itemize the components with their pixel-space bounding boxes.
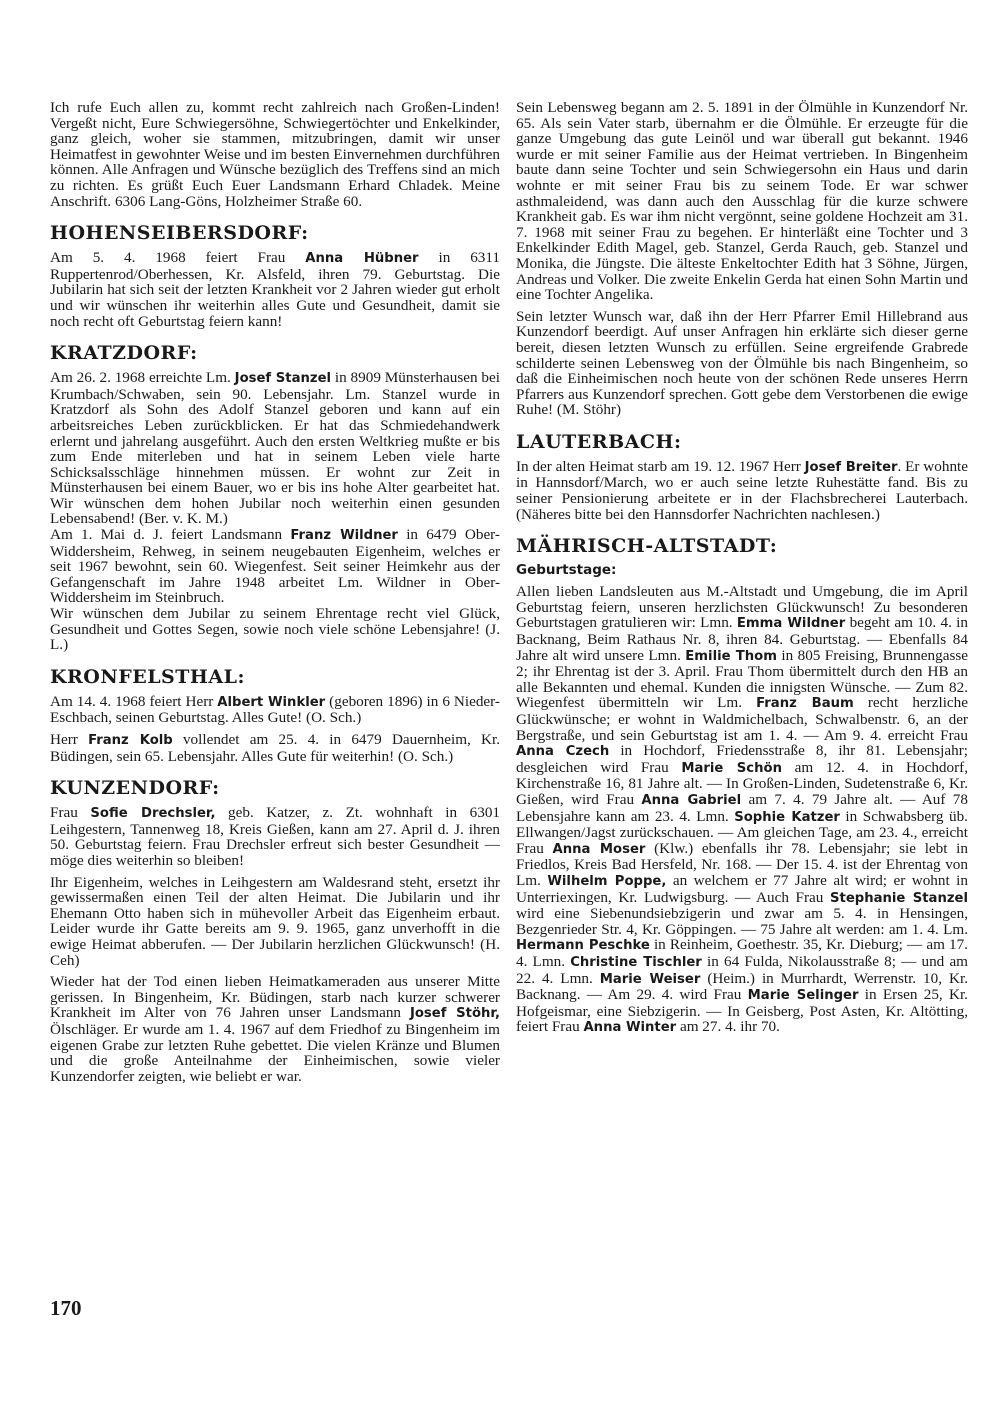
person-name: Marie Schön xyxy=(681,760,782,776)
person-name: Anna Gabriel xyxy=(641,792,742,808)
article-paragraph xyxy=(50,974,500,1084)
person-name: Anna Czech xyxy=(516,744,610,760)
person-name: Anna Hübner xyxy=(305,251,419,267)
person-name: Anna Winter xyxy=(583,1020,677,1036)
text-run: in Schwabsberg üb. Ellwangen/Jagst zurückschauen. — Am gleichen Tage, am 23. 4., erreicht Frau xyxy=(516,807,968,857)
article-paragraph xyxy=(50,875,500,969)
text-run: . Er wohnte in Hannsdorf/March, wo er auch seine letzte Ruhestätte fand. Bis zu seiner Pensionierung arbeitete er in der Flachsbrecherei Lauterbach. (Näheres bitte bei den Hannsdorfer Nachrichten nachlesen.) xyxy=(516,457,968,523)
person-name: Josef Stanzel xyxy=(234,371,332,387)
text-run: am 12. 4. in Hochdorf, Kirchenstraße 16, 81 Jahre alt. — In Großen-Linden, Sudetenstraße 6, Kr. Gießen, wird Frau xyxy=(516,758,969,808)
text-run: in Ersen 25, Kr. Hofgeismar, eine Siebzigerin. — In Geisberg, Post Asten, Kr. Altötting, feiert Frau xyxy=(516,986,968,1036)
subheading: Geburtstage: xyxy=(516,562,617,579)
article-paragraph xyxy=(50,805,500,868)
person-name: Sofie Drechsler, xyxy=(90,806,216,822)
person-name: Anna Moser xyxy=(552,841,646,857)
article-paragraph xyxy=(50,732,500,764)
person-name: Wilhelm Poppe, xyxy=(547,873,667,889)
article-paragraph xyxy=(516,459,968,522)
article-paragraph xyxy=(50,694,500,726)
section-heading-lauterbach: LAUTERBACH: xyxy=(516,430,682,453)
text-run: geb. Katzer, z. Zt. wohnhaft in 6301 Leihgestern, Tannenweg 18, Kreis Gießen, kann am 27. April d. J. ihren 50. Geburtstag feiern. Frau Drechsler erfreut sich bester Gesundheit — möge dies weiterhin so bleiben! xyxy=(50,804,501,869)
text-run: Allen lieben Landsleuten aus M.-Altstadt und Umgebung, die im April Geburtstag feiern, unseren herzlichsten Glückwunsch! Zu besonderen Geburtstagen gratulieren wir: Lmn. xyxy=(516,583,968,632)
text-run: Sein letzter Wunsch war, daß ihn der Herr Pfarrer Emil Hillebrand aus Kunzendorf beerdigt. Auf unser Anfragen hin erklärte sich dieser gerne bereit, diesen letzten Wunsch zu erfüllen. Seine ergreifende Grabrede schilderte seinen Lebensweg von der Ölmühle bis nach Bingenheim, so daß die Einheimischen noch heute von der schönen Rede unseres Herrn Pfarrers aus Kunzendorf sprechen. Gott gebe dem Verstorbenen die ewige Ruhe! (M. Stöhr) xyxy=(516,307,968,419)
person-name: Marie Weiser xyxy=(599,971,701,987)
text-run: Wir wünschen dem Jubilar zu seinem Ehrentage recht viel Glück, Gesundheit und Gottes Segen, sowie noch viele schöne Lebensjahre! (J. L.) xyxy=(50,605,500,654)
text-run: (geboren 1896) in 6 Nieder-Eschbach, seinen Geburtstag. Alles Gute! (O. Sch.) xyxy=(50,692,500,727)
right-column xyxy=(516,100,968,1042)
person-name: Hermann Peschke xyxy=(516,938,650,954)
text-run: am 27. 4. ihr 70. xyxy=(676,1018,780,1036)
person-name: Marie Selinger xyxy=(747,988,859,1004)
section-heading-mährisch-altstadt: MÄHRISCH-ALTSTADT: xyxy=(516,535,778,558)
article-paragraph xyxy=(516,584,968,1036)
article-paragraph xyxy=(50,527,500,606)
person-name: Christine Tischler xyxy=(570,954,702,970)
section-heading-kratzdorf: KRATZDORF: xyxy=(50,342,198,365)
text-run: wird eine Siebenundsiebzigerin und zwar am 5. 4. in Hensingen, Bezgenrieder Str. 4, Kr. Göppingen. — 75 Jahre alt werden: am 1. 4. Lm. xyxy=(516,905,968,938)
person-name: Sophie Katzer xyxy=(734,809,840,825)
person-name: Franz Kolb xyxy=(88,733,173,748)
text-run: in 6479 Ober-Widdersheim, Rehweg, in seinem neugebauten Eigenheim, welches er seit 1967 bewohnt, sein 60. Wiegenfest. Seit seiner Heimkehr aus der Gefangenschaft im Jahre 1948 arbeitet Lm. Wildner in Ober-Widdersheim im Steinbruch. xyxy=(50,526,500,607)
text-run: begeht am 10. 4. in Backnang, Beim Rathaus Nr. 8, ihren 84. Geburtstag. — Ebenfalls 84 Jahre alt wird unsere Lmn. xyxy=(516,614,968,664)
text-run: Sein Lebensweg begann am 2. 5. 1891 in der Ölmühle in Kunzendorf Nr. 65. Als sein Vater starb, übernahm er die Ölmühle. Er erzeugte für die ganze Umgebung das gute Leinöl und war überall gut bekannt. 1946 wurde er mit seiner Familie aus der Heimat vertrieben. In Bingenheim baute dann seine Tochter und sein Schwiegersohn ein Haus und darin wohnte er mit seiner Frau bis zu seinem Tode. Er war schwer asthmaleidend, was dann auch den Ausschlag für die kurze schwere Krankheit gab. Es war ihm nicht vergönnt, seine goldene Hochzeit am 31. 7. 1968 mit seiner Frau zu begehen. Er hinterläßt eine Tochter und 3 Enkelkinder Edith Magel, geb. Stanzel, Gerda Rauch, geb. Stanzel und Monika, die Jüngste. Die älteste Enkeltochter Edith hat 3 Söhne, Jürgen, Andreas und Volker. Die zweite Enkelin Gerda hat einen Sohn Martin und eine Tochter Angelika. xyxy=(516,99,968,304)
article-paragraph xyxy=(50,370,500,527)
text-run: Wieder hat der Tod einen lieben Heimatkameraden aus unserer Mitte gerissen. In Bingenheim, Kr. Büdingen, starb nach kurzer schwerer Krankheit im Alter von 76 Jahren unser Landsmann xyxy=(50,973,500,1022)
text-run: vollendet am 25. 4. in 6479 Dauernheim, Kr. Büdingen, sein 65. Lebensjahr. Alles Gute für weiterhin! (O. Sch.) xyxy=(50,731,501,765)
article-paragraph xyxy=(516,100,968,303)
text-run: Am 1. Mai d. J. feiert Landsmann xyxy=(50,526,291,544)
article-paragraph xyxy=(516,309,968,418)
person-name: Josef Breiter xyxy=(804,459,898,475)
text-run: (Klw.) ebenfalls ihr 78. Lebensjahr; sie lebt in Friedlos, Kreis Bad Hersfeld, Nr. 168. — Der 15. 4. ist der Ehrentag von Lm. xyxy=(516,839,968,889)
text-run: in 805 Freising, Brunnengasse 2; ihr Ehrentag ist der 3. April. Frau Thom übermittelt durch den HB an alle Bekannten und ehemal. Kunden die innigsten Wünsche. — Zum 82. Wiegenfest übermitteln wir Lm. xyxy=(516,646,969,712)
section-heading-kunzendorf: KUNZENDORF: xyxy=(50,777,220,800)
text-run: Ihr Eigenheim, welches in Leihgestern am Waldesrand steht, ersetzt ihr gewissermaßen einen Teil der alten Heimat. Die Jubilarin und ihr Ehemann Otto haben sich in mühevoller Arbeit das Eigenheim erbaut. Leider wurde ihr Gatte bereits am 9. 9. 1965, ganz unverhofft in die ewige Heimat abberufen. — Der Jubilarin herzlichen Glückwunsch! (H. Ceh) xyxy=(50,873,500,969)
person-name: Franz Baum xyxy=(756,696,854,712)
text-run: am 7. 4. 79 Jahre alt. — Auf 78 Lebensjahre kann am 23. 4. Lmn. xyxy=(516,790,968,825)
text-run: in Hochdorf, Friedensstraße 8, ihr 81. Lebensjahr; desgleichen wird Frau xyxy=(516,742,968,776)
person-name: Albert Winkler xyxy=(217,694,326,710)
text-run: recht herzliche Glückwünsche; er wohnt in Waldmichelbach, Schwalbenstr. 6, an der Bergstraße, und sein Geburtstag ist am 1. 4. — Am 9. 4. erreicht Frau xyxy=(516,694,968,744)
text-run: (Heim.) in Murrhardt, Werrenstr. 10, Kr. Backnang. — Am 29. 4. wird Frau xyxy=(516,969,968,1004)
text-run: Herr xyxy=(50,731,89,748)
left-column xyxy=(50,100,500,1090)
text-run: Ölschläger. Er wurde am 1. 4. 1967 auf dem Friedhof zu Bingenheim im eigenen Grabe zur letzten Ruhe gebettet. Die vielen Kränze und Blumen und die große Anteilnahme der Einheimischen, sowie vieler Kunzendorfer zeigten, wie beliebt er war. xyxy=(50,1020,500,1085)
text-run: Frau xyxy=(50,804,91,822)
page-number: 170 xyxy=(50,1296,82,1320)
person-name: Emilie Thom xyxy=(685,648,777,664)
text-run: Ich rufe Euch allen zu, kommt recht zahlreich nach Großen-Linden! Vergeßt nicht, Eure Schwiegersöhne, Schwiegertöchter und Enkelkinder, ganz gleich, woher sie stammen, mitzubringen, damit wir unser Heimatfest in gewohnter Weise und im besten Einvernehmen durchführen können. Alle Anfragen und Wünsche bezüglich des Treffens sind an mich zu richten. Es grüßt Euch Euer Landsmann Erhard Chladek. Meine Anschrift. 6306 Lang-Göns, Holzheimer Straße 60. xyxy=(50,99,500,210)
text-run: an welchem er 77 Jahre alt wird; er wohnt in Unterriexingen, Kr. Ludwigsburg. — Auch Frau xyxy=(516,871,968,906)
article-paragraph xyxy=(50,100,500,209)
article-paragraph xyxy=(50,250,500,329)
text-run: in 64 Fulda, Nikolausstraße 8; — und am 22. 4. Lmn. xyxy=(516,952,969,987)
text-run: in Reinheim, Goethestr. 35, Kr. Dieburg; — am 17. 4. Lmn. xyxy=(516,936,968,970)
person-name: Josef Stöhr, xyxy=(409,1006,500,1022)
text-run: in 8909 Münsterhausen bei Krumbach/Schwaben, sein 90. Lebensjahr. Lm. Stanzel wurde in Kratzdorf als Sohn des Adolf Stanzel geboren und kann auf ein arbeitsreiches Leben zurückblicken. Er hat das Schmiedehandwerk erlernt und jahrelang ausgeführt. Auch den ersten Weltkrieg mußte er bis zum Ende miterleben und hat in seinem Leben viele harte Schicksalsschläge hinnehmen müssen. Er wohnt zur Zeit in Münsterhausen bei einem Bauer, wo er bis ins hohe Alter gearbeitet hat. Wir wünschen dem hohen Jubilar noch weiterhin einen gesunden Lebensabend! (Ber. v. K. M.) xyxy=(50,369,500,528)
person-name: Stephanie Stanzel xyxy=(830,890,968,906)
person-name: Emma Wildner xyxy=(736,616,846,632)
text-run: In der alten Heimat starb am 19. 12. 1967 Herr xyxy=(516,457,805,475)
text-run: Am 26. 2. 1968 erreichte Lm. xyxy=(50,369,235,387)
text-run: Am 5. 4. 1968 feiert Frau xyxy=(50,249,306,267)
article-paragraph xyxy=(50,606,500,653)
text-run: in 6311 Ruppertenrod/Oberhessen, Kr. Alsfeld, ihren 79. Geburtstag. Die Jubilarin hat sich seit der letzten Krankheit vor 2 Jahren wieder gut erholt und wir wünschen ihr weiterhin alles Gute und Gesundheit, damit sie noch recht oft Geburtstag feiern kann! xyxy=(50,249,501,330)
person-name: Franz Wildner xyxy=(290,528,398,544)
text-run: Am 14. 4. 1968 feiert Herr xyxy=(50,692,218,710)
section-heading-kronfelsthal: KRONFELSTHAL: xyxy=(50,665,245,688)
section-heading-hohenseibersdorf: HOHENSEIBERSDORF: xyxy=(50,222,309,245)
